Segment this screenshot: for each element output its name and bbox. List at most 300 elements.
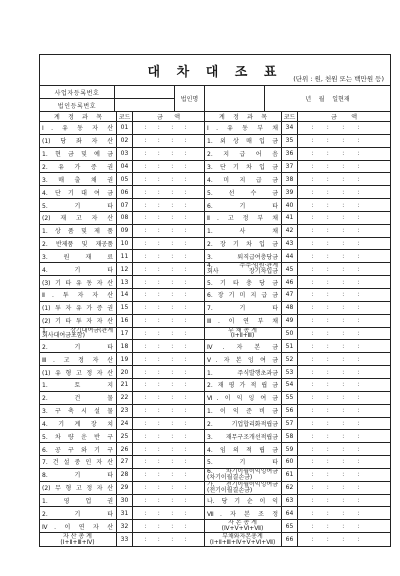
amount-separator: : — [311, 368, 314, 376]
amount-separator: : — [326, 407, 329, 415]
amount-separator: : — [157, 407, 160, 415]
amount-separator: : — [342, 150, 345, 158]
amount-separator: : — [311, 497, 314, 505]
liability-equity-account-name: 1. 이 익 준 비 금 — [205, 405, 282, 418]
amount-separator: : — [311, 471, 314, 479]
amount-separator: : — [144, 317, 147, 325]
amount-separator: : — [311, 458, 314, 466]
amount-separator: : — [157, 124, 160, 132]
asset-account-code: 11 — [117, 250, 133, 263]
amount-separator: : — [357, 278, 360, 286]
asset-account-name: 4. 단 기 대 여 금 — [40, 186, 117, 199]
amount-separator: : — [171, 497, 174, 505]
amount-separator: : — [357, 394, 360, 402]
amount-separator: : — [311, 252, 314, 260]
amount-separator: : — [144, 329, 147, 337]
amount-separator: : — [311, 407, 314, 415]
liability-equity-amount-field — [298, 276, 390, 289]
amount-separator: : — [171, 522, 174, 530]
amount-separator: : — [357, 201, 360, 209]
asset-amount-field — [133, 495, 205, 508]
amount-separator: : — [357, 265, 360, 273]
amount-separator: : — [357, 175, 360, 183]
asset-account-name: (1) 유 형 고 정 자 산 — [40, 366, 117, 379]
amount-separator: : — [157, 265, 160, 273]
amount-separator: : — [342, 484, 345, 492]
liability-equity-amount-field — [298, 302, 390, 315]
liability-equity-amount-field — [298, 533, 390, 546]
liability-equity-account-code: 41 — [282, 212, 298, 225]
amount-separator: : — [171, 124, 174, 132]
amount-separator: : — [326, 214, 329, 222]
amount-separator: : — [342, 317, 345, 325]
amount-separator: : — [184, 368, 187, 376]
liability-equity-amount-field — [298, 443, 390, 456]
amount-separator: : — [144, 522, 147, 530]
amount-separator: : — [326, 509, 329, 517]
liability-equity-amount-field — [298, 456, 390, 469]
title-area — [40, 55, 390, 86]
asset-amount-field — [133, 520, 205, 533]
amount-separator: : — [326, 227, 329, 235]
amount-separator: : — [357, 471, 360, 479]
liability-equity-account-name: 1. 주식발행초과금 — [205, 366, 282, 379]
liability-equity-account-name: 5. 기 타 충 당 금 — [205, 276, 282, 289]
amount-separator: : — [157, 458, 160, 466]
amount-separator: : — [311, 432, 314, 440]
liability-equity-amount-field — [298, 392, 390, 405]
amount-separator: : — [157, 291, 160, 299]
amount-separator: : — [357, 304, 360, 312]
asset-account-name: 7. 건 설 중 인 자 산 — [40, 456, 117, 469]
asset-amount-field — [133, 186, 205, 199]
business-reg-no-label: 사업자등록번호 — [40, 86, 115, 99]
asset-amount-field — [133, 418, 205, 431]
amount-separator: : — [171, 381, 174, 389]
amount-separator: : — [326, 188, 329, 196]
amount-separator: : — [157, 368, 160, 376]
amount-separator: : — [357, 419, 360, 427]
amount-separator: : — [184, 394, 187, 402]
liability-equity-account-name: Ⅶ. 자 본 조 정 — [205, 507, 282, 520]
amount-separator: : — [326, 175, 329, 183]
asset-account-name: (2) 기 타 투 자 자 산 — [40, 315, 117, 328]
asset-account-code: 27 — [117, 456, 133, 469]
amount-separator: : — [144, 381, 147, 389]
amount-separator: : — [342, 536, 345, 544]
amount-separator: : — [171, 201, 174, 209]
asset-account-code: 29 — [117, 482, 133, 495]
amount-separator: : — [342, 278, 345, 286]
amount-separator: : — [184, 484, 187, 492]
amount-separator: : — [184, 419, 187, 427]
asset-account-code: 02 — [117, 135, 133, 148]
amount-separator: : — [326, 419, 329, 427]
amount-separator: : — [311, 227, 314, 235]
corporate-name-label: 법인명 — [175, 86, 205, 112]
amount-separator: : — [157, 419, 160, 427]
asset-account-name: 2. 유 가 증 권 — [40, 161, 117, 174]
liability-equity-amount-field — [298, 122, 390, 135]
asset-account-name: 자 산 총 계 (Ⅰ+Ⅱ+Ⅲ+Ⅳ) — [40, 533, 117, 546]
amount-separator: : — [157, 317, 160, 325]
amount-separator: : — [184, 342, 187, 350]
amount-separator: : — [326, 201, 329, 209]
asset-account-code: 04 — [117, 161, 133, 174]
amount-separator: : — [342, 137, 345, 145]
asset-amount-field — [133, 173, 205, 186]
amount-separator: : — [357, 317, 360, 325]
amount-separator: : — [342, 355, 345, 363]
liability-equity-amount-field — [298, 186, 390, 199]
asset-amount-field — [133, 328, 205, 341]
liability-equity-account-code: 43 — [282, 238, 298, 251]
amount-separator: : — [157, 240, 160, 248]
amount-separator: : — [326, 432, 329, 440]
amount-separator: : — [157, 162, 160, 170]
amount-separator: : — [326, 124, 329, 132]
liability-equity-account-name: 3. 단 기 차 입 금 — [205, 161, 282, 174]
amount-separator: : — [326, 458, 329, 466]
asset-account-code: 16 — [117, 315, 133, 328]
asset-account-code: 31 — [117, 507, 133, 520]
amount-separator: : — [144, 471, 147, 479]
asset-account-code: 30 — [117, 495, 133, 508]
amount-separator: : — [326, 240, 329, 248]
asset-account-code: 07 — [117, 199, 133, 212]
amount-separator: : — [311, 329, 314, 337]
liability-equity-amount-field — [298, 315, 390, 328]
amount-separator: : — [311, 419, 314, 427]
liability-equity-amount-field — [298, 340, 390, 353]
amount-separator: : — [171, 304, 174, 312]
liability-equity-amount-field — [298, 366, 390, 379]
amount-separator: : — [157, 381, 160, 389]
liability-equity-account-name: 부채와자본총계 (Ⅰ+Ⅱ+Ⅲ+Ⅳ+Ⅴ+Ⅵ+Ⅶ) — [205, 533, 282, 546]
amount-separator: : — [357, 150, 360, 158]
liability-equity-account-name: 6. 차기이월이익잉여금 (차기이월결손금) — [205, 469, 282, 482]
amount-separator: : — [326, 291, 329, 299]
amount-separator: : — [144, 175, 147, 183]
liability-equity-account-code: 49 — [282, 315, 298, 328]
liability-equity-account-code: 57 — [282, 418, 298, 431]
liability-equity-account-name: 나. 당 기 순 이 익 — [205, 495, 282, 508]
amount-separator: : — [144, 445, 147, 453]
amount-separator: : — [342, 227, 345, 235]
assets-amount-header: 금 액 — [133, 112, 205, 122]
liabilities-amount-header: 금 액 — [298, 112, 390, 122]
account-table — [40, 122, 390, 546]
amount-separator: : — [144, 509, 147, 517]
liability-equity-account-name: 2. 재 평 가 적 립 금 — [205, 379, 282, 392]
amount-separator: : — [144, 278, 147, 286]
amount-separator: : — [144, 291, 147, 299]
amount-separator: : — [171, 150, 174, 158]
amount-separator: : — [357, 124, 360, 132]
amount-separator: : — [144, 458, 147, 466]
amount-separator: : — [171, 188, 174, 196]
amount-separator: : — [357, 484, 360, 492]
liability-equity-account-code: 53 — [282, 366, 298, 379]
liability-equity-account-name: 3. 퇴직급여충당금 — [205, 250, 282, 263]
asset-account-code: 33 — [117, 533, 133, 546]
amount-separator: : — [342, 394, 345, 402]
amount-separator: : — [157, 471, 160, 479]
liability-equity-account-code: 56 — [282, 405, 298, 418]
asset-amount-field — [133, 250, 205, 263]
amount-separator: : — [184, 497, 187, 505]
asset-account-name: 4. 기 계 장 치 — [40, 418, 117, 431]
amount-separator: : — [357, 445, 360, 453]
asset-account-name: Ⅱ. 투 자 자 산 — [40, 289, 117, 302]
liability-equity-account-name: Ⅰ. 유 동 부 채 — [205, 122, 282, 135]
amount-separator: : — [311, 188, 314, 196]
amount-separator: : — [326, 317, 329, 325]
amount-separator: : — [184, 137, 187, 145]
amount-separator: : — [326, 137, 329, 145]
asset-account-name: 6. 공 구 와 기 구 — [40, 443, 117, 456]
amount-separator: : — [311, 278, 314, 286]
liability-equity-amount-field — [298, 482, 390, 495]
liability-equity-account-code: 38 — [282, 173, 298, 186]
amount-separator: : — [144, 536, 147, 544]
asset-amount-field — [133, 161, 205, 174]
asset-account-name: (1) 당 좌 자 산 — [40, 135, 117, 148]
liability-equity-account-name: Ⅵ. 이 익 잉 여 금 — [205, 392, 282, 405]
corporate-reg-no-label: 법인등록번호 — [40, 99, 115, 112]
amount-separator: : — [184, 227, 187, 235]
amount-separator: : — [326, 368, 329, 376]
amount-separator: : — [184, 329, 187, 337]
asset-amount-field — [133, 122, 205, 135]
amount-separator: : — [357, 522, 360, 530]
amount-separator: : — [144, 137, 147, 145]
liability-equity-amount-field — [298, 289, 390, 302]
amount-separator: : — [184, 304, 187, 312]
asset-account-code: 19 — [117, 353, 133, 366]
amount-separator: : — [311, 355, 314, 363]
unit-note: (단위 : 원, 천원 또는 백만원 등) — [293, 75, 384, 83]
amount-separator: : — [357, 536, 360, 544]
amount-separator: : — [311, 162, 314, 170]
asset-amount-field — [133, 507, 205, 520]
amount-separator: : — [342, 432, 345, 440]
amount-separator: : — [157, 214, 160, 222]
liability-equity-amount-field — [298, 405, 390, 418]
amount-separator: : — [171, 317, 174, 325]
asset-amount-field — [133, 225, 205, 238]
amount-separator: : — [144, 188, 147, 196]
amount-separator: : — [171, 240, 174, 248]
amount-separator: : — [311, 214, 314, 222]
amount-separator: : — [171, 291, 174, 299]
amount-separator: : — [184, 201, 187, 209]
amount-separator: : — [171, 278, 174, 286]
balance-sheet-form — [39, 54, 391, 547]
amount-separator: : — [157, 355, 160, 363]
amount-separator: : — [157, 509, 160, 517]
amount-separator: : — [184, 536, 187, 544]
liability-equity-account-code: 55 — [282, 392, 298, 405]
amount-separator: : — [184, 471, 187, 479]
amount-separator: : — [357, 407, 360, 415]
amount-separator: : — [342, 162, 345, 170]
amount-separator: : — [157, 445, 160, 453]
amount-separator: : — [157, 304, 160, 312]
amount-separator: : — [157, 329, 160, 337]
asset-account-code: 01 — [117, 122, 133, 135]
amount-separator: : — [326, 394, 329, 402]
asset-account-code: 18 — [117, 340, 133, 353]
liability-equity-account-code: 50 — [282, 328, 298, 341]
form-title: 대 차 대 조 표 — [147, 65, 283, 80]
amount-separator: : — [144, 394, 147, 402]
amount-separator: : — [326, 329, 329, 337]
amount-separator: : — [311, 381, 314, 389]
amount-separator: : — [171, 368, 174, 376]
amount-separator: : — [184, 124, 187, 132]
asset-account-name: 2. 반제품 및 재공품 — [40, 238, 117, 251]
liability-equity-amount-field — [298, 199, 390, 212]
amount-separator: : — [326, 342, 329, 350]
amount-separator: : — [311, 445, 314, 453]
liability-equity-account-code: 34 — [282, 122, 298, 135]
liability-equity-amount-field — [298, 250, 390, 263]
liability-equity-account-code: 66 — [282, 533, 298, 546]
asset-account-name: 3. 구 축 시 설 물 — [40, 405, 117, 418]
asset-account-code: 32 — [117, 520, 133, 533]
amount-separator: : — [311, 317, 314, 325]
liability-equity-account-name: Ⅳ. 자 본 금 — [205, 340, 282, 353]
liability-equity-amount-field — [298, 173, 390, 186]
amount-separator: : — [342, 522, 345, 530]
amount-separator: : — [171, 484, 174, 492]
amount-separator: : — [144, 265, 147, 273]
amount-separator: : — [144, 150, 147, 158]
amount-separator: : — [357, 458, 360, 466]
amount-separator: : — [342, 407, 345, 415]
asset-amount-field — [133, 263, 205, 276]
amount-separator: : — [171, 252, 174, 260]
liability-equity-account-name: 2. 기업합리화적립금 — [205, 418, 282, 431]
amount-separator: : — [171, 445, 174, 453]
asset-account-name: Ⅰ. 유 동 자 산 — [40, 122, 117, 135]
amount-separator: : — [342, 497, 345, 505]
liability-equity-account-name: 6. 기 타 — [205, 199, 282, 212]
amount-separator: : — [342, 214, 345, 222]
amount-separator: : — [184, 522, 187, 530]
asset-amount-field — [133, 379, 205, 392]
amount-separator: : — [157, 150, 160, 158]
amount-separator: : — [311, 175, 314, 183]
amount-separator: : — [184, 252, 187, 260]
amount-separator: : — [357, 252, 360, 260]
amount-separator: : — [357, 188, 360, 196]
amount-separator: : — [184, 278, 187, 286]
company-info-block — [40, 86, 390, 112]
liability-equity-account-code: 59 — [282, 443, 298, 456]
liability-equity-account-name: 7. 기 타 — [205, 302, 282, 315]
amount-separator: : — [144, 355, 147, 363]
amount-separator: : — [144, 201, 147, 209]
liability-equity-amount-field — [298, 212, 390, 225]
asset-account-code: 03 — [117, 148, 133, 161]
amount-separator: : — [357, 381, 360, 389]
amount-separator: : — [342, 240, 345, 248]
amount-separator: : — [342, 201, 345, 209]
liability-equity-account-code: 45 — [282, 263, 298, 276]
amount-separator: : — [311, 265, 314, 273]
asset-amount-field — [133, 302, 205, 315]
amount-separator: : — [171, 407, 174, 415]
liability-equity-account-code: 46 — [282, 276, 298, 289]
liability-equity-amount-field — [298, 263, 390, 276]
amount-separator: : — [184, 458, 187, 466]
amount-separator: : — [357, 432, 360, 440]
amount-separator: : — [342, 188, 345, 196]
asset-account-name: 5. 차 량 운 반 구 — [40, 430, 117, 443]
asset-amount-field — [133, 135, 205, 148]
asset-account-name: 3. 원 재 료 — [40, 250, 117, 263]
amount-separator: : — [326, 162, 329, 170]
amount-separator: : — [157, 497, 160, 505]
amount-separator: : — [171, 214, 174, 222]
amount-separator: : — [144, 484, 147, 492]
asset-account-code: 14 — [117, 289, 133, 302]
amount-separator: : — [311, 240, 314, 248]
liability-equity-account-name: Ⅲ. 이 연 부 채 — [205, 315, 282, 328]
amount-separator: : — [357, 291, 360, 299]
amount-separator: : — [326, 355, 329, 363]
amount-separator: : — [171, 509, 174, 517]
amount-separator: : — [184, 214, 187, 222]
corporate-reg-no-field — [115, 99, 175, 112]
liability-equity-account-code: 42 — [282, 225, 298, 238]
amount-separator: : — [171, 458, 174, 466]
amount-separator: : — [357, 342, 360, 350]
amount-separator: : — [184, 445, 187, 453]
liability-equity-account-name: 부 채 총 계 (Ⅰ+Ⅱ+Ⅲ) — [205, 328, 282, 341]
amount-separator: : — [184, 407, 187, 415]
amount-separator: : — [326, 522, 329, 530]
asset-amount-field — [133, 238, 205, 251]
liability-equity-account-code: 36 — [282, 148, 298, 161]
amount-separator: : — [144, 407, 147, 415]
asset-amount-field — [133, 469, 205, 482]
liability-equity-account-code: 35 — [282, 135, 298, 148]
amount-separator: : — [326, 252, 329, 260]
liability-equity-account-name: 3. 재무구조개선적립금 — [205, 430, 282, 443]
amount-separator: : — [157, 394, 160, 402]
amount-separator: : — [311, 137, 314, 145]
asset-amount-field — [133, 353, 205, 366]
business-reg-no-field — [115, 86, 175, 99]
amount-separator: : — [171, 419, 174, 427]
asset-amount-field — [133, 148, 205, 161]
liability-equity-account-code: 54 — [282, 379, 298, 392]
amount-separator: : — [357, 329, 360, 337]
amount-separator: : — [357, 240, 360, 248]
liability-equity-account-code: 48 — [282, 302, 298, 315]
amount-separator: : — [311, 394, 314, 402]
asset-account-name: 8. 기 타 — [40, 469, 117, 482]
asset-amount-field — [133, 405, 205, 418]
liability-equity-amount-field — [298, 469, 390, 482]
asset-account-name: (2) 재 고 자 산 — [40, 212, 117, 225]
liability-equity-account-code: 47 — [282, 289, 298, 302]
liabilities-account-header: 계 정 과 목 — [205, 112, 282, 122]
amount-separator: : — [184, 317, 187, 325]
